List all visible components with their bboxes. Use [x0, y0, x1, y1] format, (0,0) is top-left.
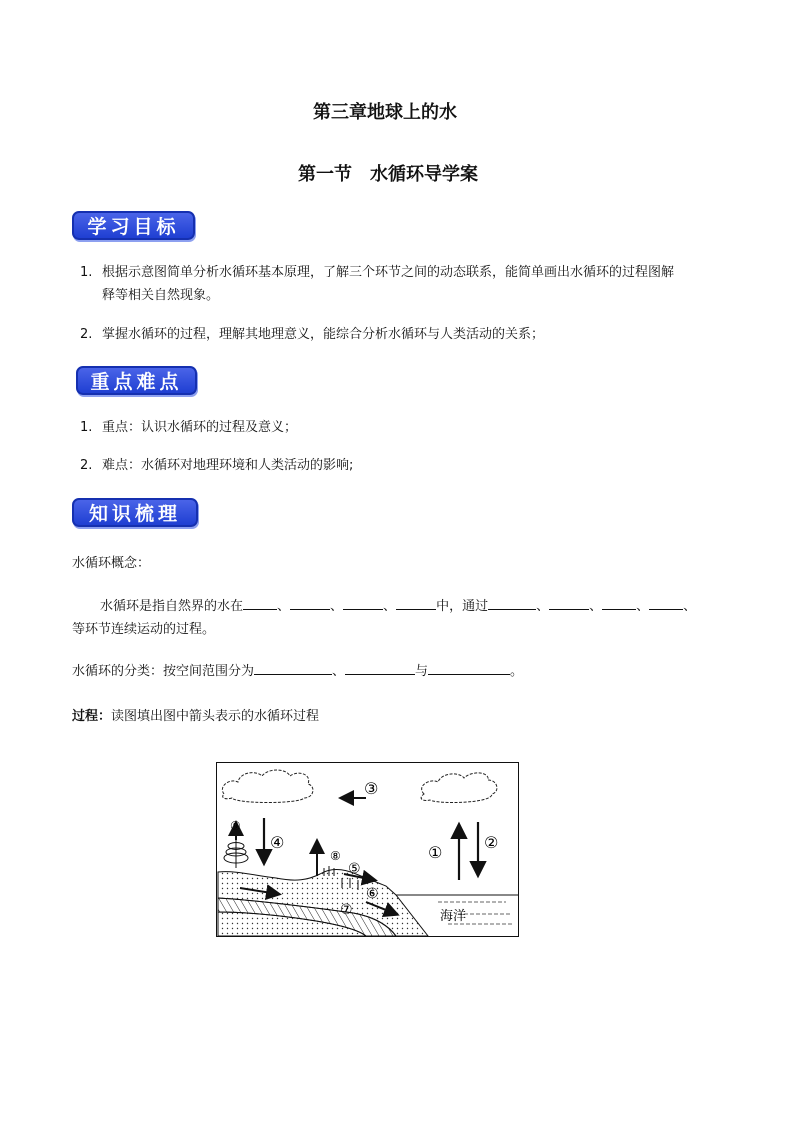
- concept-text: 中，通过: [436, 599, 489, 614]
- fill-blank[interactable]: [396, 595, 436, 610]
- concept-line-2: 等环节连续运动的过程。: [72, 622, 216, 637]
- concept-heading: 水循环概念：: [72, 556, 151, 571]
- label-9: ⑨: [230, 819, 241, 833]
- key-point-text: 难点：水循环对地理环境和人类活动的影响;: [102, 458, 354, 473]
- label-2: ②: [484, 833, 499, 852]
- ocean-label: 海洋: [440, 909, 467, 924]
- fill-blank[interactable]: [649, 595, 683, 610]
- classification-line: [72, 660, 523, 683]
- label-5: ⑤: [348, 861, 361, 877]
- label-8: ⑧: [330, 849, 341, 863]
- concept-line-1: [100, 595, 696, 618]
- fill-blank[interactable]: [428, 660, 510, 675]
- key-point-2: [80, 455, 353, 477]
- objective-text: 掌握水循环的过程，理解其地理意义，能综合分析水循环与人类活动的关系；: [102, 327, 545, 342]
- objective-item-2: [80, 324, 544, 346]
- concept-text: 水循环是指自然界的水在: [100, 599, 244, 614]
- badge-key-points: 重点难点: [76, 366, 197, 395]
- separator: 、: [589, 599, 603, 614]
- badge-objectives: 学习目标: [72, 211, 195, 240]
- label-4: ④: [270, 833, 285, 852]
- objective-item-1-cont: 释等相关自然现象。: [102, 288, 220, 303]
- section-title: 第一节 水循环导学案: [298, 164, 478, 185]
- fill-blank[interactable]: [343, 595, 383, 610]
- label-7: ⑦: [340, 902, 353, 918]
- process-line: [72, 706, 319, 728]
- separator: 、: [383, 599, 397, 614]
- objective-num: 2.: [80, 327, 93, 342]
- process-text: 读图填出图中箭头表示的水循环过程: [111, 709, 320, 724]
- chapter-title: 第三章地球上的水: [313, 102, 457, 123]
- objective-text: 根据示意图简单分析水循环基本原理，了解三个环节之间的动态联系，能简单画出水循环的过程图解: [102, 265, 675, 280]
- process-label: 过程：: [72, 709, 112, 724]
- separator: 、: [636, 599, 650, 614]
- fill-blank[interactable]: [345, 660, 415, 675]
- fill-blank[interactable]: [243, 595, 277, 610]
- key-point-text: 重点：认识水循环的过程及意义；: [102, 420, 298, 435]
- fill-blank[interactable]: [254, 660, 332, 675]
- fill-blank[interactable]: [290, 595, 330, 610]
- fill-blank[interactable]: [602, 595, 636, 610]
- key-point-num: 2.: [80, 458, 93, 473]
- label-6: ⑥: [366, 886, 379, 902]
- separator: 、: [683, 599, 697, 614]
- key-point-1: [80, 417, 297, 439]
- key-point-num: 1.: [80, 420, 93, 435]
- objective-item-1: [80, 262, 674, 284]
- label-3: ③: [364, 779, 379, 798]
- separator: 、: [536, 599, 550, 614]
- separator: 、: [277, 599, 291, 614]
- classification-text: 与: [415, 664, 429, 679]
- label-1: ①: [428, 843, 443, 862]
- badge-knowledge: 知识梳理: [72, 498, 198, 527]
- separator: 、: [330, 599, 344, 614]
- fill-blank[interactable]: [488, 595, 536, 610]
- classification-text: 水循环的分类：按空间范围分为: [72, 664, 255, 679]
- water-cycle-diagram: [216, 762, 519, 937]
- objective-num: 1.: [80, 265, 93, 280]
- fill-blank[interactable]: [549, 595, 589, 610]
- classification-text: 。: [510, 664, 524, 679]
- separator: 、: [332, 664, 346, 679]
